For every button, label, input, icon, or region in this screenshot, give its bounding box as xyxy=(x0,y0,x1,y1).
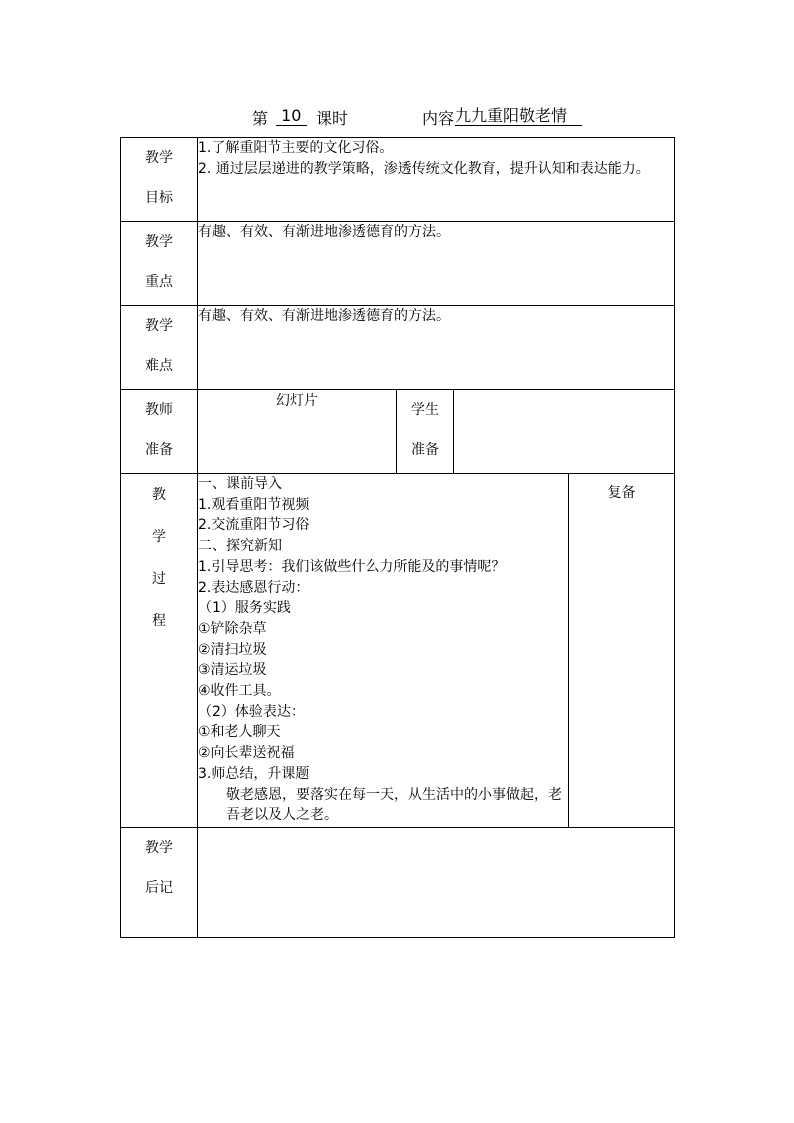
review-label: 复备 xyxy=(607,485,636,501)
process-label: 教 学 过 程 xyxy=(121,474,198,828)
process-line: ③清运垃圾 xyxy=(198,662,267,679)
key-points-content: 有趣、有效、有渐进地渗透德育的方法。 xyxy=(198,222,675,306)
process-line: ④收件工具。 xyxy=(198,683,281,700)
preparation-row xyxy=(121,390,675,474)
process-line: （2）体验表达： xyxy=(198,703,305,720)
process-line: 2.表达感恩行动： xyxy=(198,579,310,596)
content-title: 九九重阳敬老情 xyxy=(455,106,582,126)
lesson-plan-table xyxy=(120,137,675,938)
lesson-header xyxy=(0,106,794,130)
teacher-prep-value: 幻灯片 xyxy=(198,390,397,474)
teacher-prep-label: 教师 准备 xyxy=(121,390,198,474)
process-line: 二、探究新知 xyxy=(198,538,282,555)
difficulties-content: 有趣、有效、有渐进地渗透德育的方法。 xyxy=(198,306,675,390)
goals-content xyxy=(198,138,675,222)
content-label: 内容 xyxy=(422,109,455,128)
key-points-label: 教学 重点 xyxy=(121,222,198,306)
process-line: ①铲除杂草 xyxy=(198,620,267,637)
goals-label: 教学 目标 xyxy=(121,138,198,222)
student-prep-value xyxy=(454,390,675,474)
process-line: 1.引导思考：我们该做些什么力所能及的事情呢？ xyxy=(198,558,506,575)
reflection-label: 教学 后记 xyxy=(121,828,198,938)
lesson-suffix: 课时 xyxy=(316,109,349,128)
process-line: ②清扫垃圾 xyxy=(198,641,267,658)
lesson-prefix: 第 xyxy=(252,109,269,128)
process-line: （1）服务实践 xyxy=(198,600,291,617)
goals-row xyxy=(121,138,675,222)
process-line: ②向长辈送祝福 xyxy=(198,745,295,762)
process-content xyxy=(198,474,569,828)
reflection-row xyxy=(121,828,675,938)
process-summary: 敬老感恩，要落实在每一天，从生活中的小事做起，老吾老以及人之老。 xyxy=(226,786,562,824)
process-line: 3.师总结，升课题 xyxy=(198,765,310,782)
process-line: 一、课前导入 xyxy=(198,476,282,492)
goal-item: 2. 通过层层递进的教学策略，渗透传统文化教育，提升认知和表达能力。 xyxy=(198,161,650,177)
goal-item: 1.了解重阳节主要的文化习俗。 xyxy=(198,140,394,156)
process-line: 2.交流重阳节习俗 xyxy=(198,517,310,534)
student-prep-label: 学生 准备 xyxy=(397,390,454,474)
reflection-content xyxy=(198,828,675,938)
key-points-row xyxy=(121,222,675,306)
difficulties-row xyxy=(121,306,675,390)
review-notes-cell xyxy=(569,474,675,828)
lesson-number: 10 xyxy=(276,106,307,126)
process-row xyxy=(121,474,675,828)
process-line: 1.观看重阳节视频 xyxy=(198,496,310,513)
process-line: ①和老人聊天 xyxy=(198,724,281,741)
difficulties-label: 教学 难点 xyxy=(121,306,198,390)
